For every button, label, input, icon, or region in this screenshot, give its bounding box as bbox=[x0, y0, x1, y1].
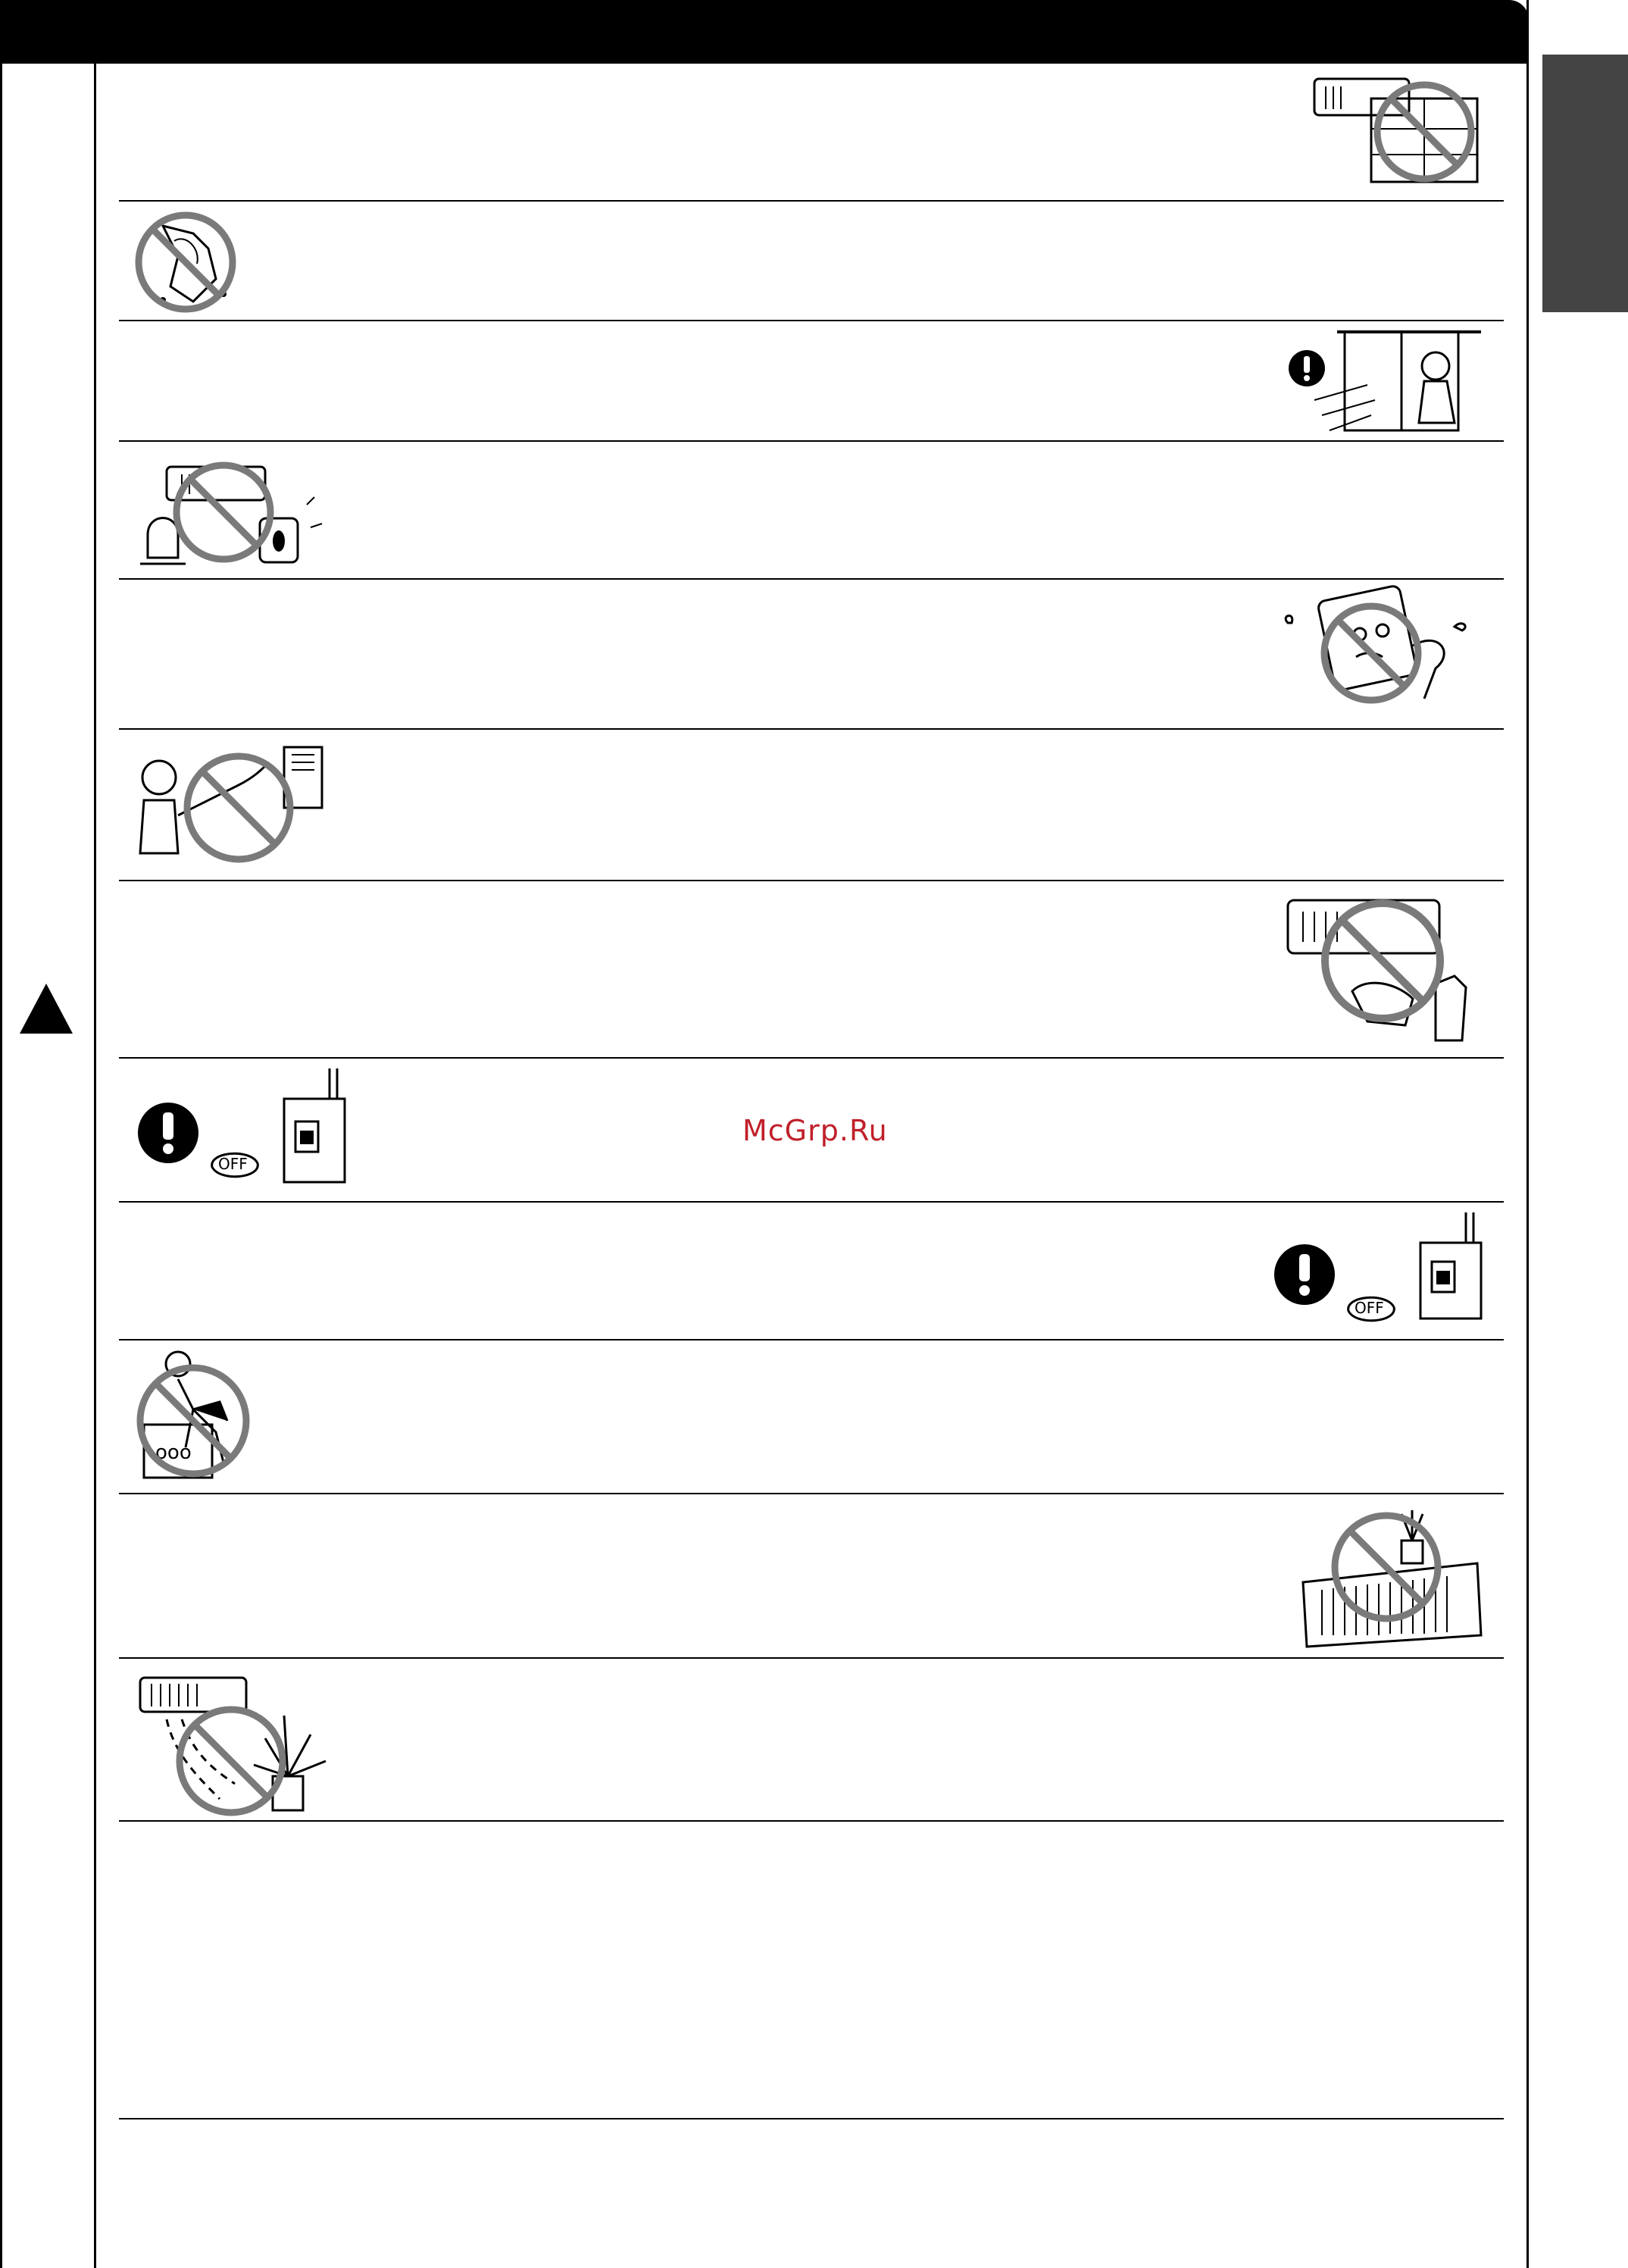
section-header-bar bbox=[0, 0, 1529, 64]
row-divider bbox=[119, 320, 1504, 321]
chapter-tab[interactable] bbox=[1542, 55, 1628, 312]
prohibited-heater-near-unit-icon bbox=[133, 452, 345, 576]
svg-text:ooo: ooo bbox=[155, 1441, 192, 1464]
prohibited-unit-leaking-icon bbox=[1273, 585, 1485, 724]
prohibited-spray-near-unit-icon bbox=[1284, 893, 1489, 1051]
category-column bbox=[0, 64, 96, 2268]
row-divider bbox=[119, 1820, 1504, 1822]
row-divider bbox=[119, 1201, 1504, 1203]
row-divider bbox=[119, 1493, 1504, 1494]
mandatory-ventilate-window-icon bbox=[1284, 324, 1485, 441]
off-label: OFF bbox=[1355, 1299, 1384, 1317]
warning-triangle-icon bbox=[20, 984, 73, 1037]
prohibited-placing-objects-on-unit-icon bbox=[1295, 1506, 1485, 1653]
row-divider bbox=[119, 578, 1504, 580]
prohibited-airflow-on-plants-icon bbox=[136, 1670, 348, 1817]
row-divider bbox=[119, 728, 1504, 730]
prohibited-air-conditioner-over-furniture-icon bbox=[1311, 70, 1492, 194]
prohibited-washing-unit-with-water-icon bbox=[133, 740, 337, 871]
mandatory-switch-off-breaker-icon bbox=[136, 1068, 348, 1193]
row-divider bbox=[119, 2118, 1504, 2119]
row-divider bbox=[119, 1339, 1504, 1340]
row-divider bbox=[119, 200, 1504, 202]
row-divider bbox=[119, 880, 1504, 881]
row-divider bbox=[119, 1057, 1504, 1059]
mandatory-switch-off-breaker-icon bbox=[1273, 1212, 1485, 1329]
watermark-text: McGrp.Ru bbox=[742, 1114, 888, 1147]
row-divider bbox=[119, 1657, 1504, 1659]
off-label: OFF bbox=[218, 1155, 248, 1173]
prohibited-climbing-on-unit-icon bbox=[133, 1349, 261, 1488]
prohibited-wet-hands-icon bbox=[133, 211, 246, 312]
